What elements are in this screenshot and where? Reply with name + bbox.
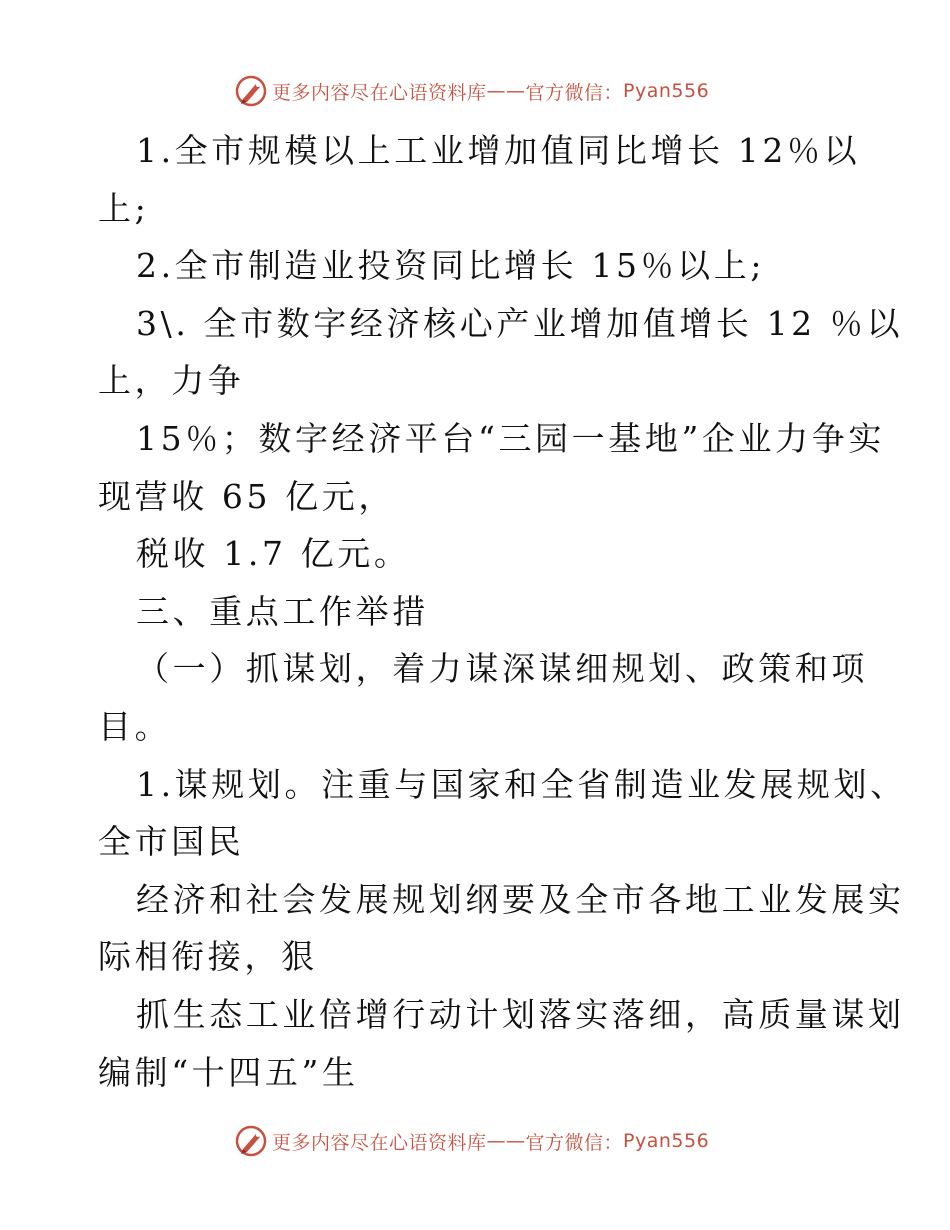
watermark-contact-id: Pyan556 bbox=[623, 1130, 710, 1152]
subsection-heading: （一）抓谋划，着力谋深谋细规划、政策和项 bbox=[136, 649, 868, 689]
pen-logo-icon bbox=[234, 1124, 268, 1158]
paragraph-line: 税收 1.7 亿元。 bbox=[136, 534, 411, 574]
watermark-contact-label: 官方微信： bbox=[525, 1131, 624, 1154]
paragraph-line: 2.全市制造业投资同比增长 15％以上; bbox=[136, 246, 766, 286]
paragraph-line: 15％；数字经济平台“三园一基地”企业力争实 bbox=[136, 418, 885, 458]
paragraph-line: 1.全市规模以上工业增加值同比增长 12％以 bbox=[136, 131, 861, 170]
paragraph-line: 全市国民 bbox=[98, 822, 245, 862]
watermark-dash: —— bbox=[486, 1130, 526, 1152]
paragraph-line: 上; bbox=[98, 188, 150, 228]
watermark-text: 更多内容尽在心语资料库 bbox=[272, 81, 487, 104]
watermark-header bbox=[234, 74, 709, 108]
paragraph-line: 抓生态工业倍增行动计划落实落细，高质量谋划 bbox=[136, 994, 905, 1034]
paragraph-line: 1.谋规划。注重与国家和全省制造业发展规划、 bbox=[136, 764, 907, 804]
watermark-contact-id: Pyan556 bbox=[623, 80, 710, 102]
watermark-dash: —— bbox=[486, 80, 526, 102]
paragraph-line: 编制“十四五”生 bbox=[98, 1052, 359, 1092]
watermark-contact-label: 官方微信： bbox=[525, 81, 624, 104]
paragraph-line: 3\. 全市数字经济核心产业增加值增长 12 ％以 bbox=[136, 303, 904, 343]
paragraph-line: 目。 bbox=[98, 706, 172, 746]
pen-logo-icon bbox=[234, 74, 268, 108]
section-heading: 三、重点工作举措 bbox=[136, 591, 429, 631]
watermark-footer bbox=[234, 1124, 709, 1158]
paragraph-line: 经济和社会发展规划纲要及全市各地工业发展实 bbox=[136, 879, 905, 919]
paragraph-line: 现营收 65 亿元， bbox=[98, 476, 395, 516]
document-body bbox=[98, 122, 907, 1101]
paragraph-line: 际相衔接，狠 bbox=[98, 937, 318, 977]
watermark-text: 更多内容尽在心语资料库 bbox=[272, 1131, 487, 1154]
paragraph-line: 上，力争 bbox=[98, 361, 245, 401]
